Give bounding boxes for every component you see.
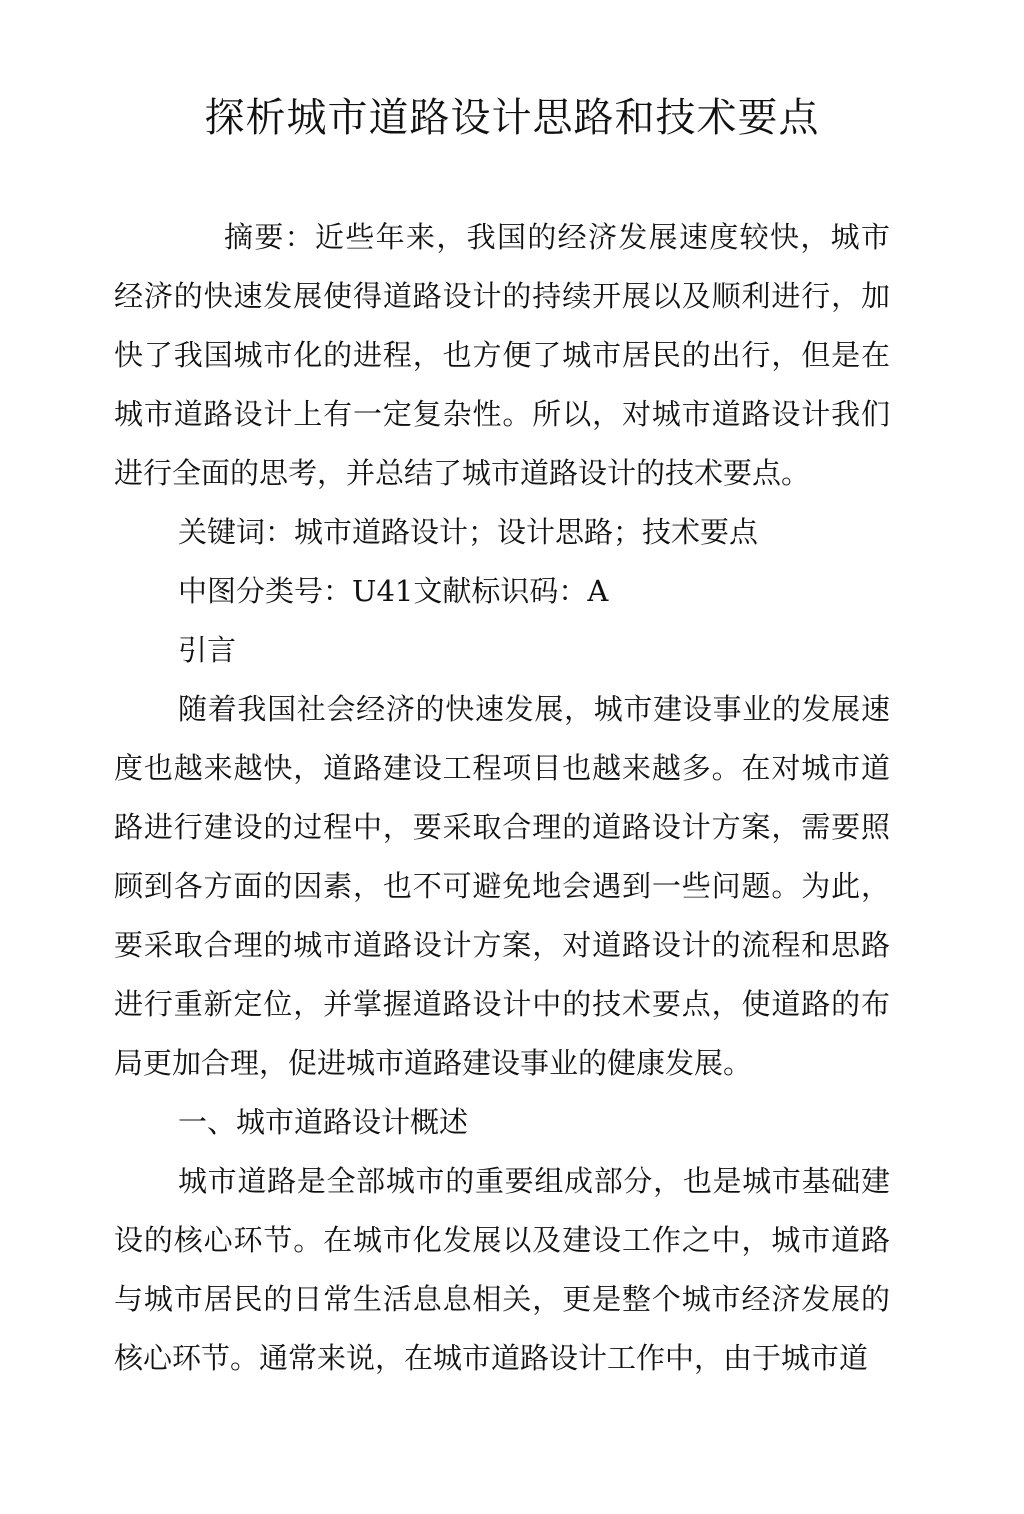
section1-paragraph: 城市道路是全部城市的重要组成部分，也是城市基础建设的核心环节。在城市化发展以及建设工作之中，城市道路与城市居民的日常生活息息相关，更是整个城市经济发展的核心环节。通常来说，在城市道路设计工作中，由于城市道 [114,1164,890,1375]
document-title: 探析城市道路设计思路和技术要点 [204,95,820,141]
intro-heading: 引言 [178,633,237,667]
abstract-paragraph: 摘要：近些年来，我国的经济发展速度较快，城市经济的快速发展使得道路设计的持续开展以及顺利进行，加快了我国城市化的进程，也方便了城市居民的出行，但是在城市道路设计上有一定复杂性。所以，对城市道路设计我们进行全面的思考，并总结了城市道路设计的技术要点。 [114,220,890,490]
intro-paragraph: 随着我国社会经济的快速发展，城市建设事业的发展速度也越来越快，道路建设工程项目也越来越多。在对城市道路进行建设的过程中，要采取合理的道路设计方案，需要照顾到各方面的因素，也不可避免地会遇到一些问题。为此，要采取合理的城市道路设计方案，对道路设计的流程和思路进行重新定位，并掌握道路设计中的技术要点，使道路的布局更加合理，促进城市道路建设事业的健康发展。 [114,692,890,1080]
document-body [114,208,890,1388]
keywords-line: 关键词：城市道路设计；设计思路；技术要点 [178,515,759,549]
classification-line: 中图分类号：U41文献标识码：A [178,574,609,608]
section1-heading: 一、城市道路设计概述 [178,1105,469,1139]
